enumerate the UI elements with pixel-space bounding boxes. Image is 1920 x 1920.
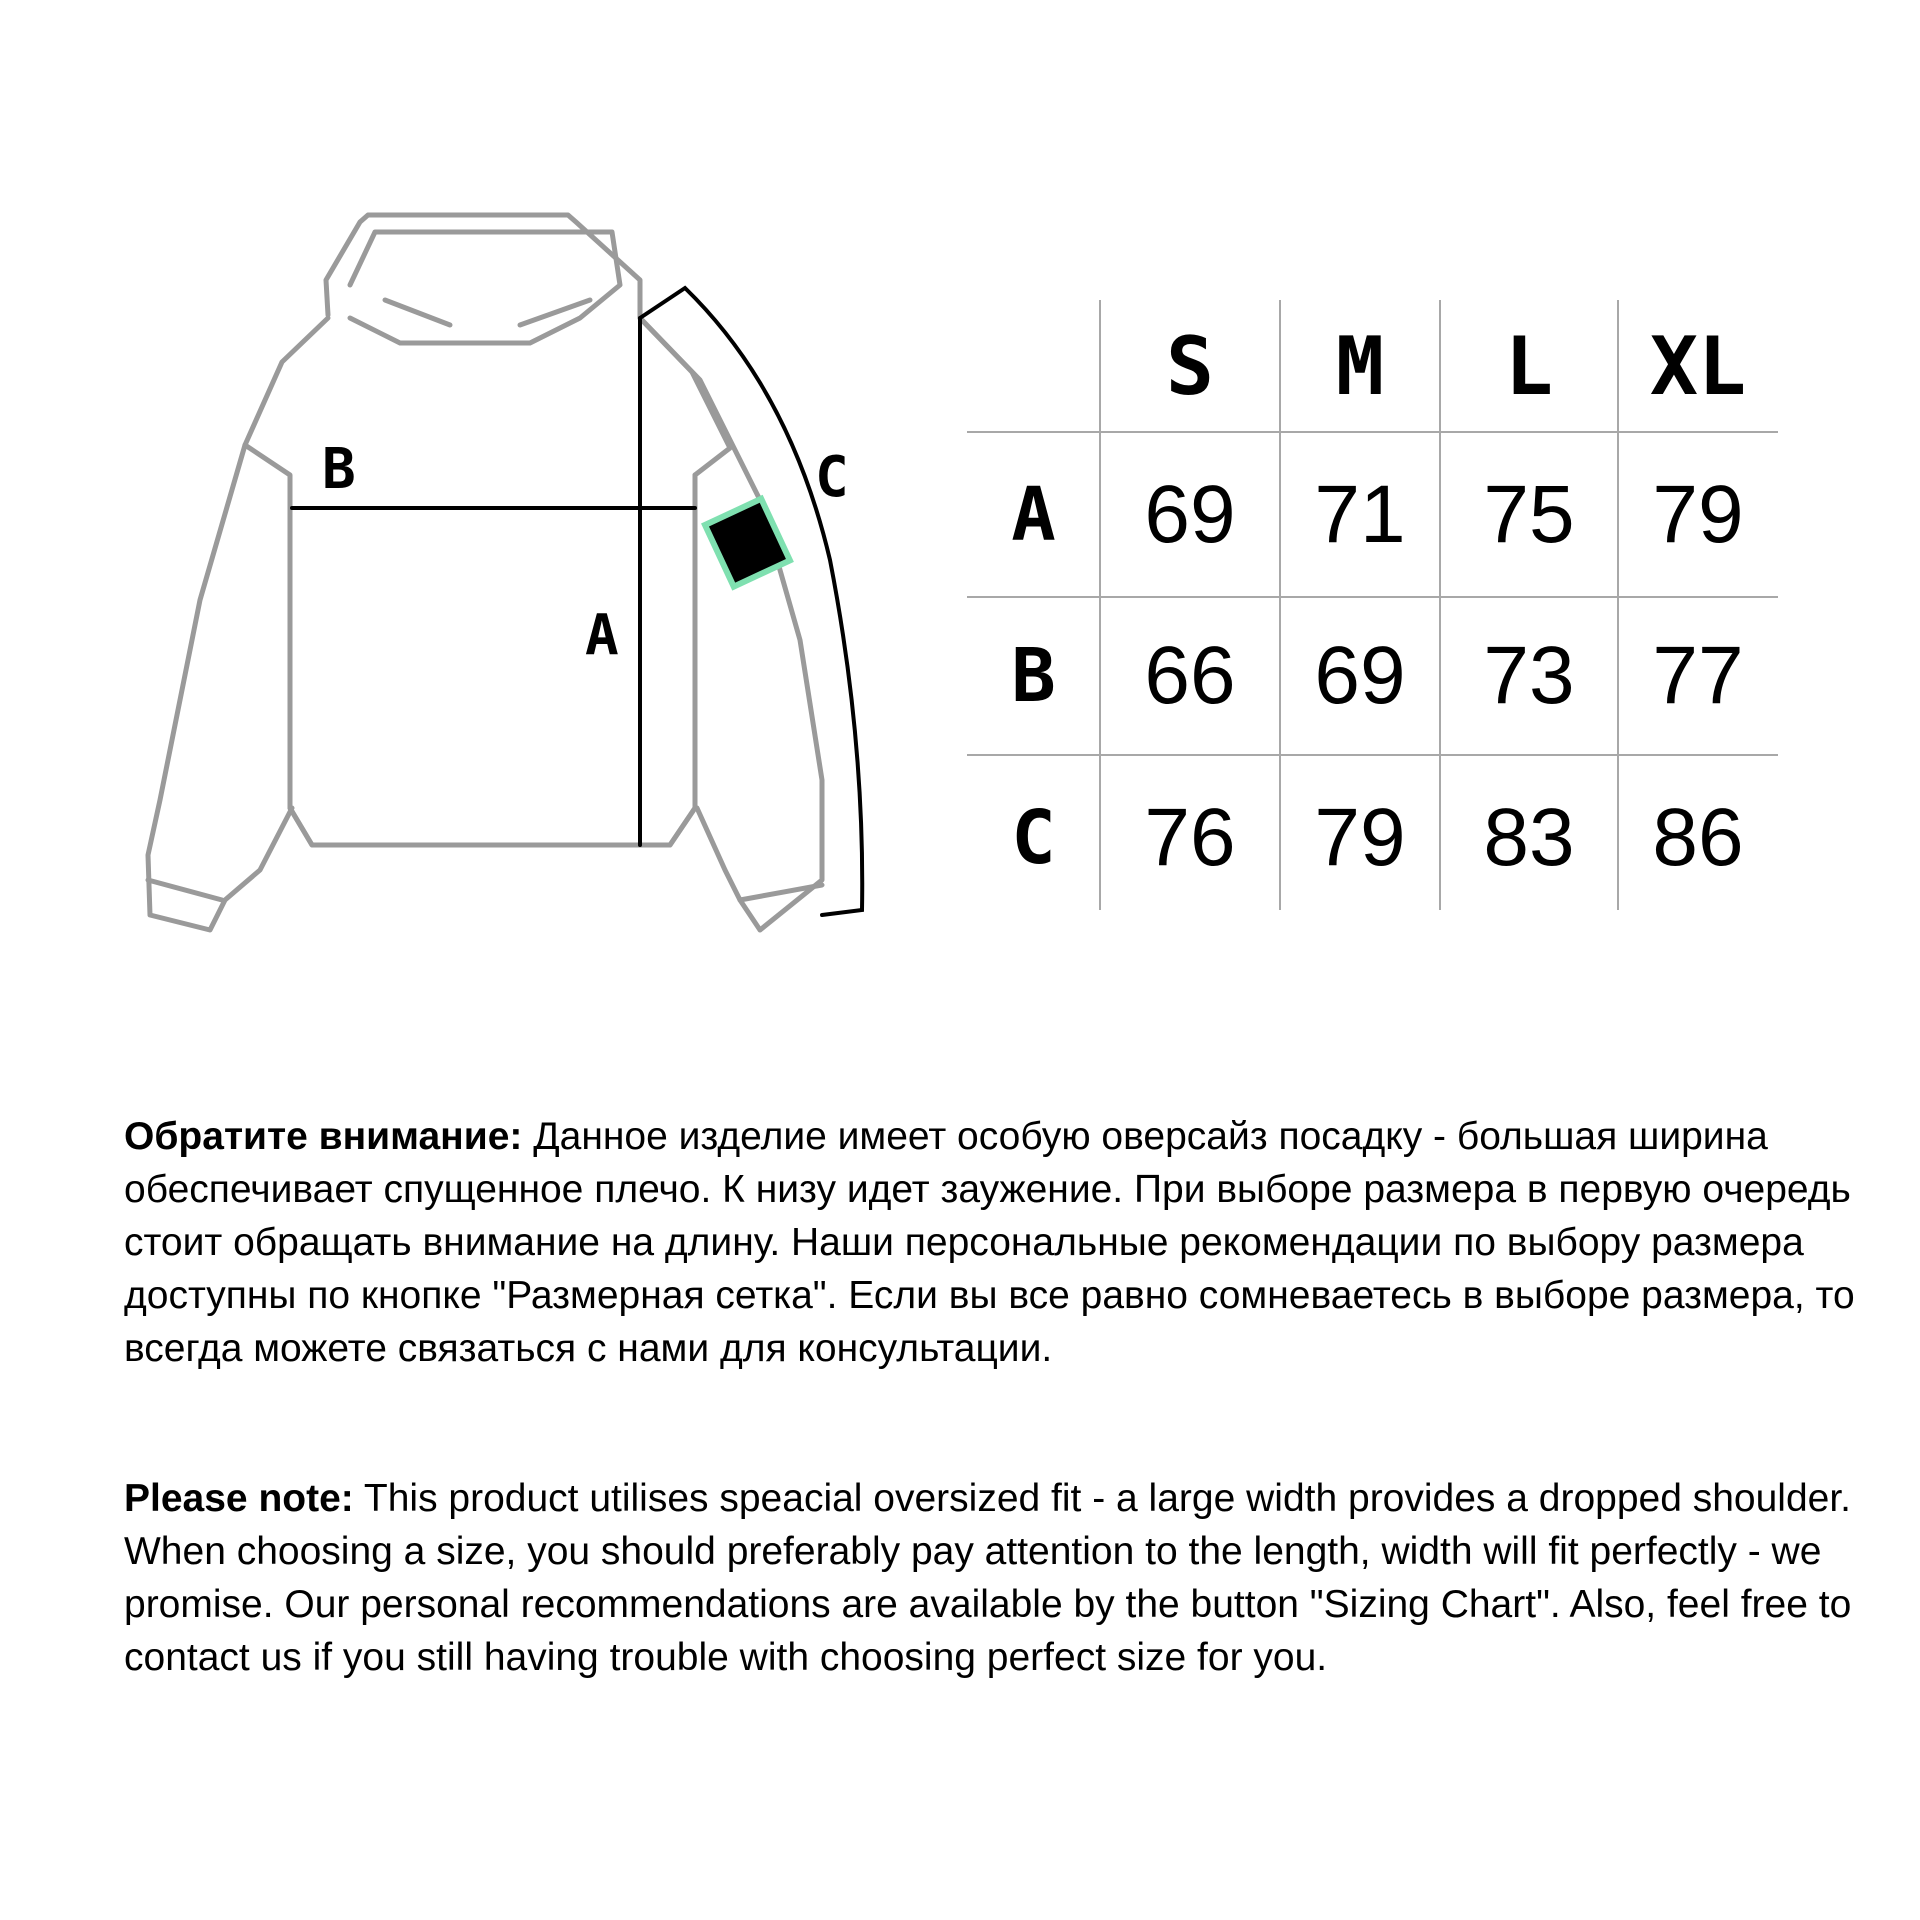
size-header-xl: XL — [1649, 319, 1747, 413]
size-header-l: L — [1504, 319, 1554, 413]
note-ru-heading: Обратите внимание: — [124, 1115, 523, 1158]
cell-c-l: 83 — [1483, 791, 1575, 883]
cell-c-m: 79 — [1314, 791, 1406, 883]
cell-c-xl: 86 — [1652, 791, 1744, 883]
row-label-b: B — [1011, 633, 1056, 719]
row-label-c: C — [1011, 794, 1056, 881]
cell-b-m: 69 — [1314, 630, 1406, 721]
note-ru-body: Данное изделие имеет особую оверсайз посадку - большая ширина обеспечивает спущенное плечо. К низу идет заужение. При выборе размера в первую очередь стоит обращать внимание на длину. Наши персональные рекомендации по выбору размера доступны по кнопке "Размерная сетка". Если вы все равно сомневаетесь в выборе размера, то всегда можете связаться с нами для консультации. — [124, 1115, 1855, 1370]
diagram-label-c: C — [815, 445, 849, 510]
cell-a-m: 71 — [1314, 468, 1406, 560]
cell-c-s: 76 — [1144, 791, 1236, 883]
diagram-label-a: A — [585, 603, 619, 668]
note-ru — [124, 1110, 1884, 1375]
cell-b-xl: 77 — [1652, 630, 1744, 721]
row-label-a: A — [1011, 471, 1056, 558]
diagram-label-b: B — [322, 437, 356, 502]
note-en-body: This product utilises speacial oversized fit - a large width provides a dropped shoulder. When choosing a size, you should preferably pay attention to the length, width will fit perfectly - we promise. Our personal recommendations are available by the button "Sizing Chart". Also, feel free to contact us if you still having trouble with choosing perfect size for you. — [124, 1477, 1852, 1679]
cell-a-xl: 79 — [1652, 468, 1744, 560]
size-header-m: M — [1335, 319, 1385, 413]
cell-b-l: 73 — [1483, 630, 1575, 721]
size-header-s: S — [1165, 319, 1215, 413]
cell-a-s: 69 — [1144, 468, 1236, 560]
cell-a-l: 75 — [1483, 468, 1575, 560]
note-en — [124, 1472, 1884, 1684]
cell-b-s: 66 — [1144, 630, 1236, 721]
note-en-heading: Please note: — [124, 1477, 354, 1520]
